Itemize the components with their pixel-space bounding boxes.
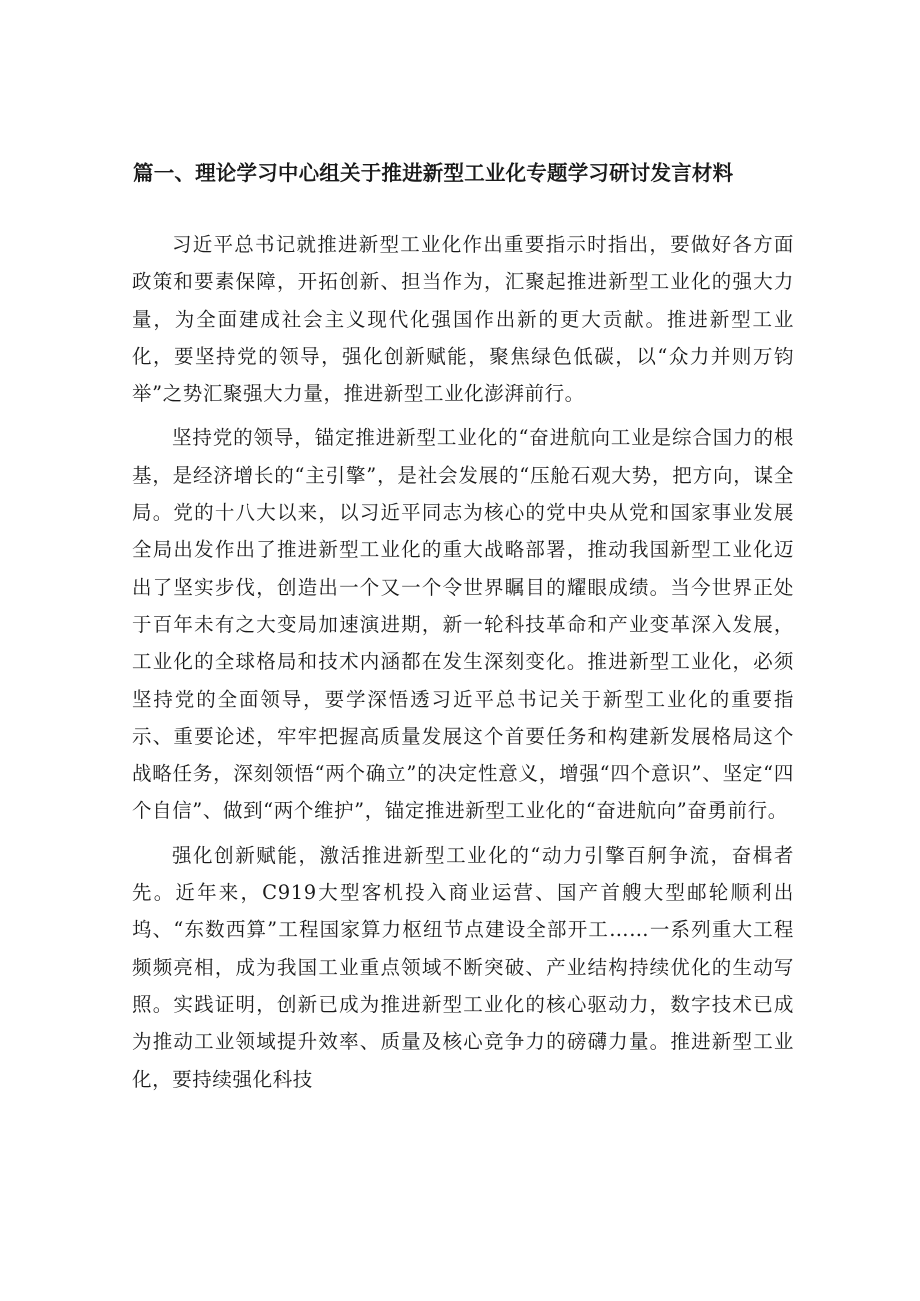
paragraph: 强化创新赋能，激活推进新型工业化的“动力引擎百舸争流，奋楫者先。近年来，C919大型客机投入商业运营、国产首艘大型邮轮顺利出坞、“东数西算”工程国家算力枢纽节点建设全部开工……一系列重大工程频频亮相，成为我国工业重点领域不断突破、产业结构持续优化的生动写照。实践证明，创新已成为推进新型工业化的核心驱动力，数字技术已成为推动工业领域提升效率、质量及核心竞争力的磅礴力量。推进新型工业化，要持续强化科技 — [132, 843, 794, 1091]
document-body — [132, 226, 794, 1098]
paragraph: 习近平总书记就推进新型工业化作出重要指示时指出，要做好各方面政策和要素保障，开拓创新、担当作为，汇聚起推进新型工业化的强大力量，为全面建成社会主义现代化强国作出新的更大贡献。推进新型工业化，要坚持党的领导，强化创新赋能，聚焦绿色低碳，以“众力并则万钧举”之势汇聚强大力量，推进新型工业化澎湃前行。 — [132, 233, 794, 406]
document-title: 篇一、理论学习中心组关于推进新型工业化专题学习研讨发言材料 — [133, 161, 734, 185]
paragraph: 坚持党的领导，锚定推进新型工业化的“奋进航向工业是综合国力的根基，是经济增长的“主引擎”，是社会发展的“压舱石观大势，把方向，谋全局。党的十八大以来，以习近平同志为核心的党中央从党和国家事业发展全局出发作出了推进新型工业化的重大战略部署，推动我国新型工业化迈出了坚实步伐，创造出一个又一个令世界瞩目的耀眼成绩。当今世界正处于百年未有之大变局加速演进期，新一轮科技革命和产业变革深入发展，工业化的全球格局和技术内涵都在发生深刻变化。推进新型工业化，必须坚持党的全面领导，要学深悟透习近平总书记关于新型工业化的重要指示、重要论述，牢牢把握高质量发展这个首要任务和构建新发展格局这个战略任务，深刻领悟“两个确立”的决定性意义，增强“四个意识”、坚定“四个自信”、做到“两个维护”，锚定推进新型工业化的“奋进航向”奋勇前行。 — [132, 426, 794, 823]
